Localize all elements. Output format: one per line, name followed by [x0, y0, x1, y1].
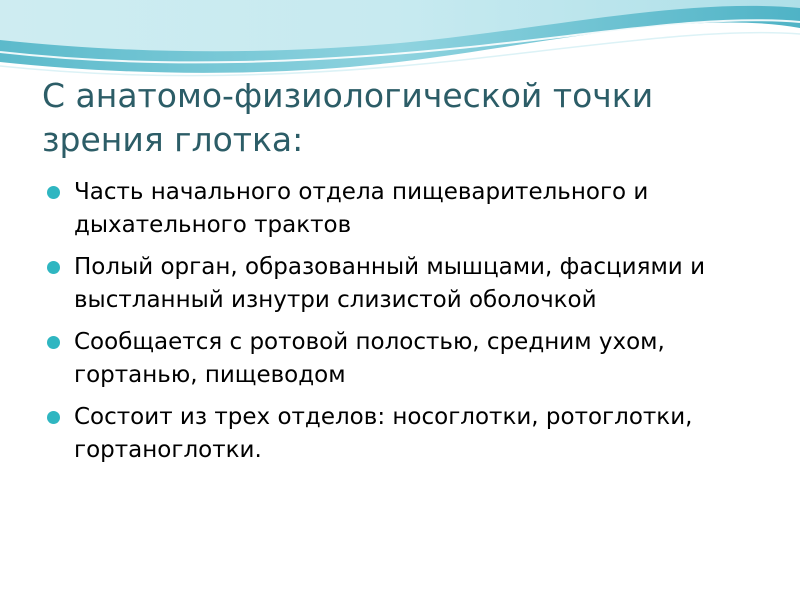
list-item: [44, 251, 744, 317]
bullet-dot-icon: [47, 261, 60, 274]
bullet-dot-icon: [47, 186, 60, 199]
list-item: [44, 176, 744, 242]
slide-title: С анатомо-физиологической точки зрения глотка:: [42, 76, 654, 159]
bullet-dot-icon: [47, 336, 60, 349]
bullet-text: Состоит из трех отделов: носоглотки, ротоглотки, гортаноглотки.: [74, 404, 693, 463]
list-item: [44, 401, 744, 467]
bullet-list: [44, 176, 744, 476]
list-item: [44, 326, 744, 392]
bullet-dot-icon: [47, 411, 60, 424]
bullet-text: Часть начального отдела пищеварительного и дыхательного трактов: [74, 179, 649, 238]
bullet-text: Сообщается с ротовой полостью, средним ухом, гортанью, пищеводом: [74, 329, 665, 388]
bullet-text: Полый орган, образованный мышцами, фасциями и выстланный изнутри слизистой оболочкой: [74, 254, 706, 313]
